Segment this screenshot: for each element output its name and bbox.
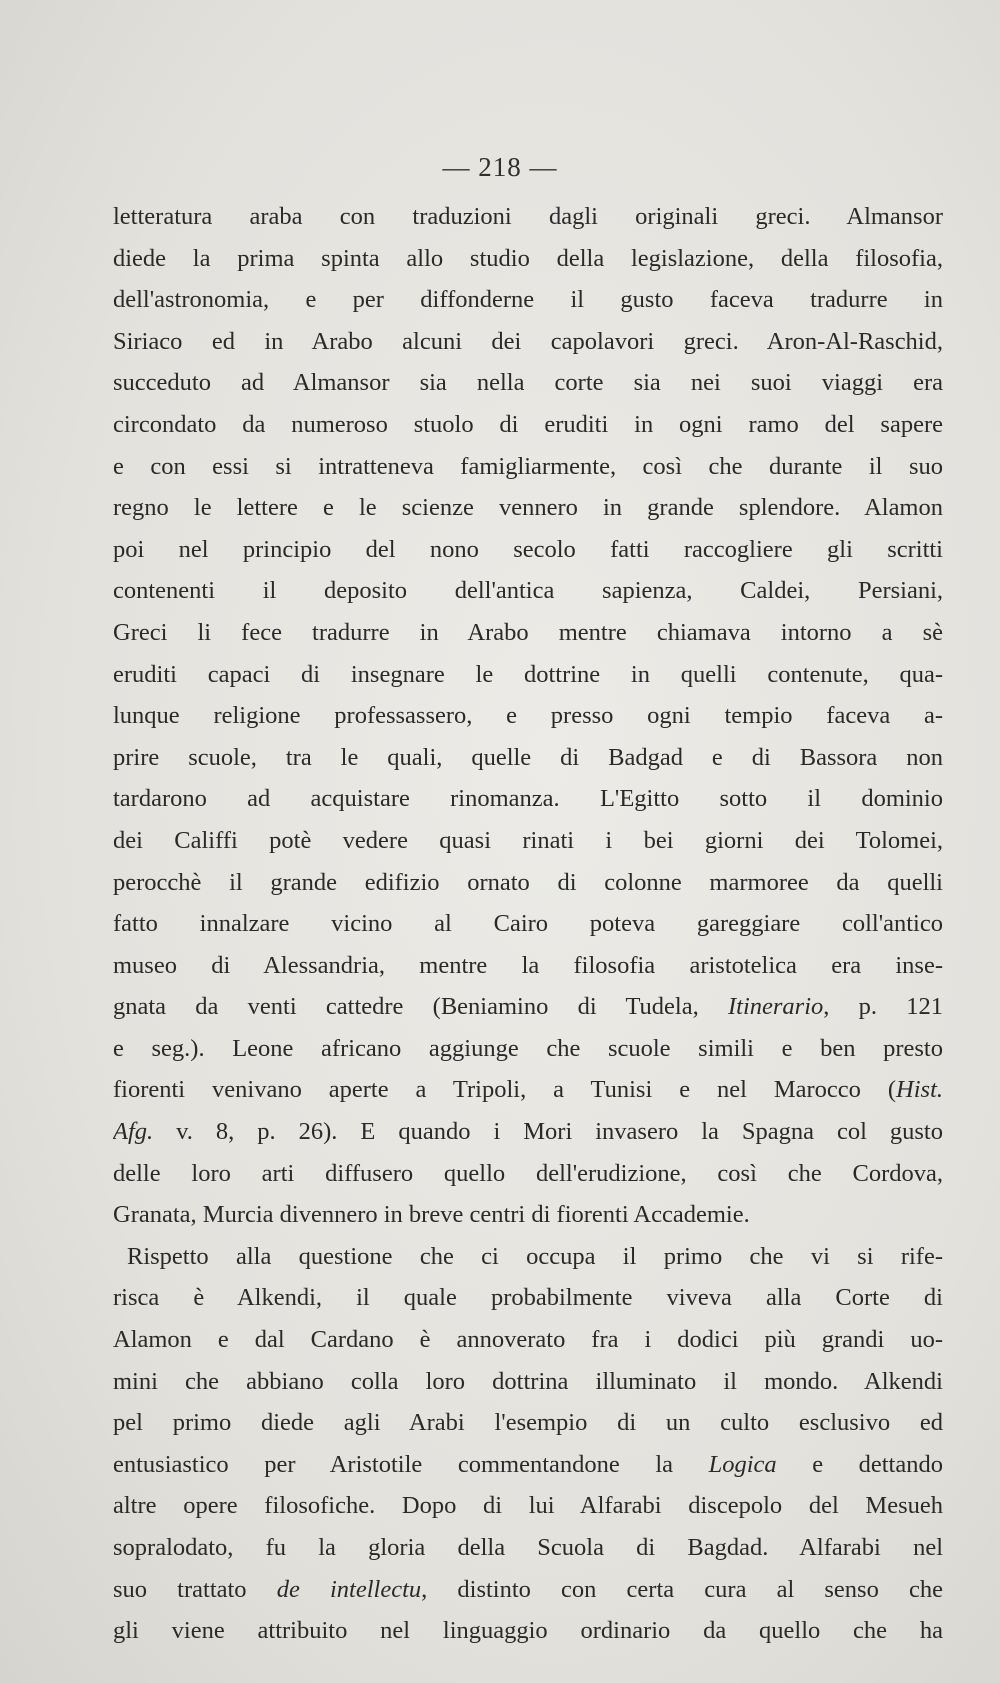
text-line: regno le lettere e le scienze vennero in grande splendore. Alamon bbox=[113, 494, 943, 522]
text-line: eruditi capaci di insegnare le dottrine in quelli contenute, qua- bbox=[113, 660, 943, 688]
italic-title-de-intellectu: de intellectu bbox=[276, 1575, 422, 1603]
text-line: Greci li fece tradurre in Arabo mentre chiamava intorno a sè bbox=[113, 618, 943, 646]
text-line: prire scuole, tra le quali, quelle di Badgad e di Bassora non bbox=[113, 743, 943, 771]
text-line bbox=[113, 1569, 943, 1611]
text-line: circondato da numeroso stuolo di eruditi in ogni ramo del sapere bbox=[113, 410, 943, 438]
page-number: — 218 — bbox=[442, 152, 558, 182]
text-line: letteratura araba con traduzioni dagli originali greci. Almansor bbox=[113, 203, 943, 230]
text-line: delle loro arti diffusero quello dell'erudizione, così che Cordova, bbox=[113, 1159, 943, 1187]
text-span: suo trattato bbox=[113, 1575, 277, 1603]
text-line: Alamon e dal Cardano è annoverato fra i dodici più grandi uo- bbox=[113, 1326, 943, 1354]
text-line: lunque religione professassero, e presso ogni tempio faceva a- bbox=[113, 702, 943, 730]
italic-title-afg: Afg. bbox=[113, 1118, 154, 1146]
text-line: Siriaco ed in Arabo alcuni dei capolavori greci. Aron-Al-Raschid, bbox=[113, 327, 943, 355]
text-line: sopralodato, fu la gloria della Scuola di Bagdad. Alfarabi nel bbox=[113, 1534, 943, 1561]
text-span: e dettando bbox=[776, 1450, 943, 1478]
text-line: contenenti il deposito dell'antica sapienza, Caldei, Persiani, bbox=[113, 577, 943, 605]
text-line: dei Califfi potè vedere quasi rinati i bei giorni dei Tolomei, bbox=[113, 826, 943, 854]
text-line bbox=[113, 1444, 943, 1486]
italic-title-hist: Hist. bbox=[896, 1076, 943, 1104]
text-line bbox=[113, 1069, 943, 1111]
text-line: poi nel principio del nono secolo fatti raccogliere gli scritti bbox=[113, 535, 943, 563]
text-line: tardarono ad acquistare rinomanza. L'Egitto sotto il dominio bbox=[113, 785, 943, 813]
text-line: Granata, Murcia divennero in breve centri di fiorenti Accademie. bbox=[113, 1201, 750, 1229]
text-line: risca è Alkendi, il quale probabilmente viveva alla Corte di bbox=[113, 1284, 943, 1312]
italic-title-itinerario: Itinerario bbox=[727, 993, 824, 1021]
text-span: fiorenti venivano aperte a Tripoli, a Tunisi e nel Marocco ( bbox=[113, 1076, 897, 1104]
text-line: fatto innalzare vicino al Cairo poteva gareggiare coll'antico bbox=[113, 910, 943, 938]
text-line: gli viene attribuito nel linguaggio ordinario da quello che ha bbox=[113, 1617, 943, 1645]
text-line: altre opere filosofiche. Dopo di lui Alfarabi discepolo del Mesueh bbox=[113, 1492, 943, 1520]
text-line: diede la prima spinta allo studio della legislazione, della filosofia, bbox=[113, 244, 943, 272]
text-line: e seg.). Leone africano aggiunge che scuole simili e ben presto bbox=[113, 1034, 943, 1062]
text-line: dell'astronomia, e per diffonderne il gusto faceva tradurre in bbox=[113, 286, 943, 314]
text-line bbox=[113, 986, 943, 1028]
text-line: e con essi si intratteneva famigliarmente, così che durante il suo bbox=[113, 452, 943, 480]
text-line: succeduto ad Almansor sia nella corte sia nei suoi viaggi era bbox=[113, 369, 943, 397]
text-line bbox=[113, 1111, 943, 1153]
text-span: v. 8, p. 26). E quando i Mori invasero la Spagna col gusto bbox=[153, 1118, 943, 1146]
text-span: , distinto con certa cura al senso che bbox=[421, 1575, 943, 1603]
text-line: pel primo diede agli Arabi l'esempio di un culto esclusivo ed bbox=[113, 1409, 943, 1437]
italic-title-logica: Logica bbox=[708, 1450, 777, 1478]
text-line: museo di Alessandria, mentre la filosofia aristotelica era inse- bbox=[113, 951, 943, 979]
text-span: gnata da venti cattedre (Beniamino di Tudela, bbox=[113, 993, 728, 1021]
text-line: mini che abbiano colla loro dottrina illuminato il mondo. Alkendi bbox=[113, 1367, 943, 1395]
text-line: perocchè il grande edifizio ornato di colonne marmoree da quelli bbox=[113, 868, 943, 896]
text-line: Rispetto alla questione che ci occupa il primo che vi si rife- bbox=[127, 1242, 943, 1270]
text-span: entusiastico per Aristotile commentandone la bbox=[113, 1450, 709, 1478]
body-text bbox=[113, 196, 943, 1652]
text-span: , p. 121 bbox=[823, 993, 943, 1021]
